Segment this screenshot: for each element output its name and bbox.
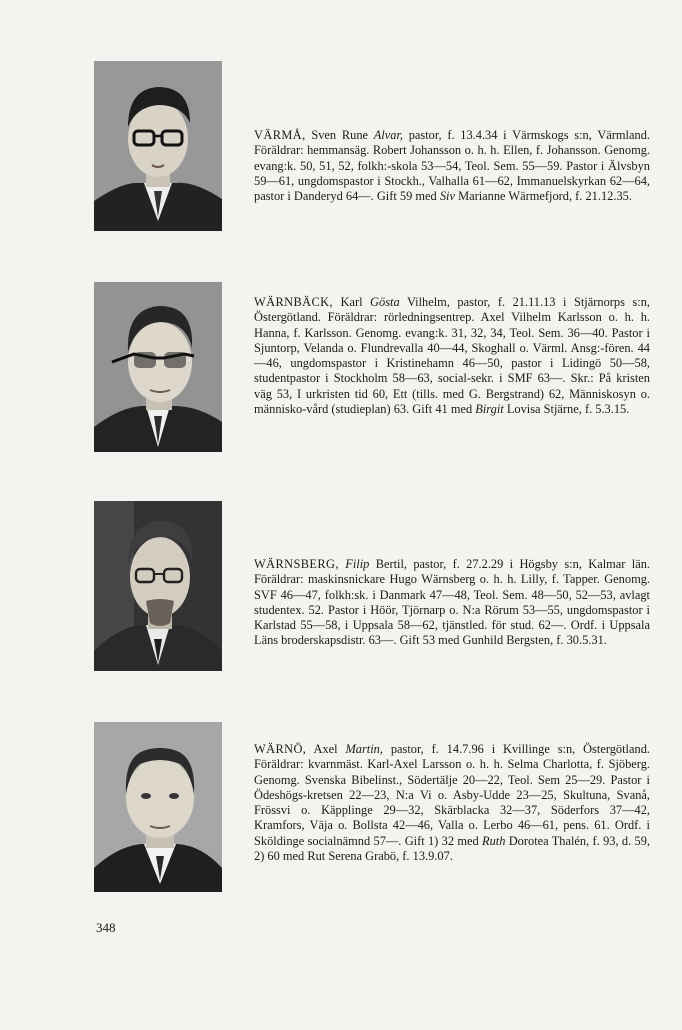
portrait-illustration: [94, 722, 222, 892]
call-name: Martin,: [345, 742, 383, 756]
surname: WÄRNBÄCK,: [254, 295, 333, 309]
biography-body: pastor, f. 13.4.34 i Värmskogs s:n, Värmland. Föräldrar: hemmansäg. Robert Johansson o. h. h. Ellen, f. Johansson. Genomg. evang:k. 50, 51, 52, folkh:-skola 53—54, Teol. Sem. 55—59. Pastor i Älvsbyn 59—61, ungdomspastor i Stockh., Valhalla 61—62, Immanuelskyrkan 62—64, pastor i Danderyd 64—. Gift 59 med: [254, 128, 650, 204]
given-names: Axel: [306, 742, 346, 756]
given-names: Karl: [332, 295, 371, 309]
spouse-call-name: Siv: [439, 189, 455, 204]
portrait-photo: [94, 501, 222, 671]
spouse-call-name: Ruth: [482, 833, 506, 848]
portrait-photo: [94, 722, 222, 892]
given-names: Sven Rune: [305, 128, 374, 142]
portrait-illustration: [94, 282, 222, 452]
call-name: Alvar,: [373, 128, 403, 142]
biography-text: [254, 128, 650, 204]
biography-end: Marianne Wärmefjord, f. 21.12.35.: [454, 189, 632, 204]
biography-text: [254, 742, 650, 864]
page-number: 348: [96, 920, 116, 935]
biography-body: pastor, f. 14.7.96 i Kvillinge s:n, Östergötland. Föräldrar: kvarnmäst. Karl-Axel Larsson o. h. h. Selma Charlotta, f. Sjöberg. Genomg. Svenska Bibelinst., Södertälje 20—22, Teol. Sem 25—29. Pastor i Ödeshögs-kretsen 22—23, N:a Vi o. Asby-Udde 23—25, Skultuna, Svanå, Frössvi o. Käpplinge 29—32, Skärblacka 32—37, Söderfors 37—42, Kramfors, Väja o. Bollsta 42—46, Valla o. Lerbo 46—61, pens. 61. Ordf. i Sköldinge socialnämnd 57—. Gift 1) 32 med: [254, 742, 650, 848]
call-name: Gösta: [370, 295, 400, 309]
biography-text: [254, 557, 650, 649]
call-name: Filip: [345, 557, 370, 571]
biography-body: Bertil, pastor, f. 27.2.29 i Högsby s:n, Kalmar län. Föräldrar: maskinsnickare Hugo Wärnsberg o. h. h. Lilly, f. Tapper. Genomg. SVF 46—47, folkh:sk. i Danmark 47—48, Teol. Sem. 48—50, 52—53, avlagt studentex. 52. Pastor i Höör, Tjörnarp o. N:a Rörum 53—55, ungdomspastor i Karlstad 55—58, i Uppsala 58—62, tjänstled. för stud. 62—. Ordf. i Uppsala Läns broderskapsdistr. 63—. Gift 53 med Gunhild Bergsten, f. 30.5.31.: [254, 557, 650, 648]
surname: VÄRMÅ,: [254, 128, 306, 142]
portrait-photo: [94, 61, 222, 231]
biography-end: Lovisa Stjärne, f. 5.3.15.: [503, 402, 630, 417]
portrait-illustration: [94, 501, 222, 671]
biography-text: [254, 295, 650, 417]
spouse-call-name: Birgit: [475, 402, 504, 417]
biography-end: Dorotea Thalén, f. 93, d. 59, 2) 60 med Rut Serena Grabö, f. 13.9.07.: [254, 833, 650, 864]
portrait-illustration: [94, 61, 222, 231]
surname: WÄRNSBERG,: [254, 557, 339, 571]
surname: WÄRNÖ,: [254, 742, 307, 756]
portrait-photo: [94, 282, 222, 452]
biography-body: Vilhelm, pastor, f. 21.11.13 i Stjärnorps s:n, Östergötland. Föräldrar: rörledningsentrep. Axel Vilhelm Karlsson o. h. h. Hanna, f. Karlsson. Genomg. evang:k. 31, 32, 34, Teol. Sem. 36—40. Pastor i Sjuntorp, Velanda o. Flundrevalla 40—44, Skoghall o. Värml. Ansg:-fören. 44—46, ungdomspastor i Kristinehamn 46—50, pastor i Lidingö 50—58, studentpastor i Stockholm 58—63, social-sekr. i SMF 63—. Skr.: På kristen väg 53, I urkristen tid 60, Ett (tills. med G. Bergstrand) 62, Människosyn o. människo-vård (studieplan) 63. Gift 41 med: [254, 295, 650, 417]
